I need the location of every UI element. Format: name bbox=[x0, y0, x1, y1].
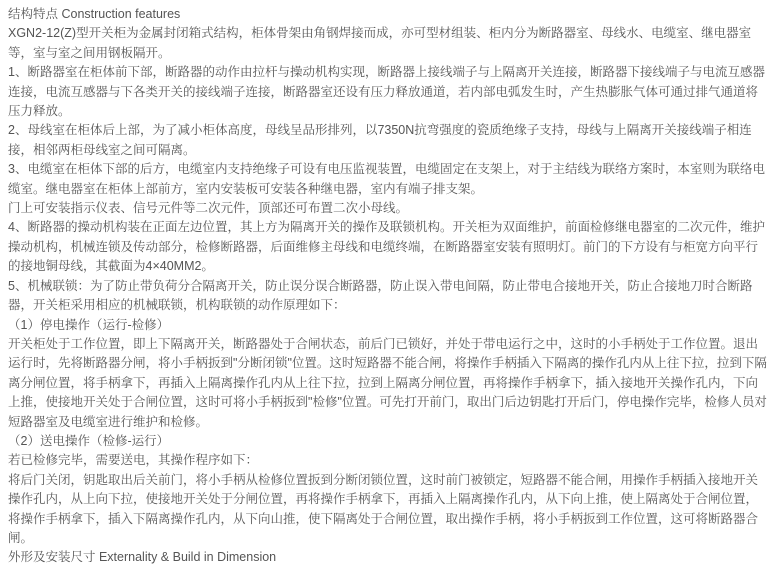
paragraph-power-off-procedure: 开关柜处于工作位置，即上下隔离开关，断路器处于合闸状态，前后门已锁好，并处于带电运行之中，这时的小手柄处于工作位置。退出运行时，先将断路器分闸，将小手柄扳到"分断闭锁"位置。这时短路器不能合闸，将操作手柄插入下隔离的操作孔内从上往下拉，拉到下隔离分闸位置，将手柄拿下，再插入上隔离操作孔内从上往下拉，拉到上隔离分闸位置，再将操作手柄拿下，插入接地开关操作孔内，下向上推，使接地开关处于合闸位置，这时可将小手柄扳到"检修"位置。可先打开前门，取出门后边钥匙打开后门，停电操作完毕，检修人员对短路器室及电缆室进行维护和检修。 bbox=[8, 336, 767, 429]
paragraph-busbar-room: 2、母线室在柜体后上部，为了减小柜体高度，母线呈品形排列，以7350N抗弯强度的瓷质绝缘子支持，母线与上隔离开关接线端子相连接，相邻两柜母线室之间可隔离。 bbox=[8, 123, 752, 157]
paragraph-cable-and-relay-room: 3、电缆室在柜体下部的后方，电缆室内支持绝缘子可设有电压监视装置，电缆固定在支架上，对于主结线为联络方案时，本室则为联络电缆室。继电器室在柜体上部前方，室内安装板可安装各种继电器，室内有端子排支架。 bbox=[8, 162, 765, 196]
paragraph-power-on-intro: 若已检修完毕，需要送电，其操作程序如下： bbox=[8, 453, 259, 468]
section-title-construction-features: 结构特点 Construction features bbox=[8, 7, 181, 21]
section-title-dimensions: 外形及安装尺寸 Externality & Build in Dimension bbox=[8, 550, 277, 565]
subheading-power-on-operation: （2）送电操作（检修-运行） bbox=[8, 433, 170, 448]
paragraph-door-secondary-components: 门上可安装指示仪表、信号元件等二次元件，顶部还可布置二次小母线。 bbox=[8, 201, 409, 216]
paragraph-operating-mechanism: 4、断路器的操动机构装在正面左边位置，其上方为隔离开关的操作及联锁机构。开关柜为双面维护，前面检修继电器室的二次元件，维护操动机构，机械连锁及传动部分，检修断路器，后面维修主母线和电缆终端，在断路器室安装有照明灯。前门的下方设有与柜宽方向平行的接地铜母线，其截面为4×40MM2。 bbox=[8, 220, 765, 274]
paragraph-power-on-procedure: 将后门关闭，钥匙取出后关前门，将小手柄从检修位置扳到分断闭锁位置，这时前门被锁定，短路器不能合闸，用操作手柄插入接地开关操作孔内，从上向下拉，使接地开关处于分闸位置，再将操作手柄拿下，再插入上隔离操作孔内，从下向上推，使上隔离处于合闸位置，将操作手柄拿下，插入下隔离操作孔内，从下向山推，使下隔离处于合闸位置，取出操作手柄，将小手柄扳到工作位置，这可将断路器合闸。 bbox=[8, 472, 759, 545]
paragraph-mechanical-interlock: 5、机械联锁：为了防止带负荷分合隔离开关，防止误分误合断路器，防止误入带电间隔，防止带电合接地开关，防止合接地刀时合断路器，开关柜采用相应的机械联锁，机构联锁的动作原理如下： bbox=[8, 278, 753, 313]
paragraph-overview: XGN2-12(Z)型开关柜为金属封闭箱式结构，柜体骨架由角钢焊接而成，亦可型材组装、柜内分为断路器室、母线水、电缆室、继电器室等，室与室之间用钢板隔开。 bbox=[8, 26, 752, 60]
paragraph-breaker-room: 1、断路器室在柜体前下部，断路器的动作由拉杆与操动机构实现，断路器上接线端子与上隔离开关连接，断路器下接线端子与电流互感器连接，电流互感器与下各类开关的接线端子连接，断路器室还设有压力释放通道，若内部电弧发生时，产生热膨胀气体可通过排气通道将压力释放。 bbox=[8, 65, 765, 119]
subheading-power-off-operation: （1）停电操作（运行-检修） bbox=[8, 317, 170, 332]
